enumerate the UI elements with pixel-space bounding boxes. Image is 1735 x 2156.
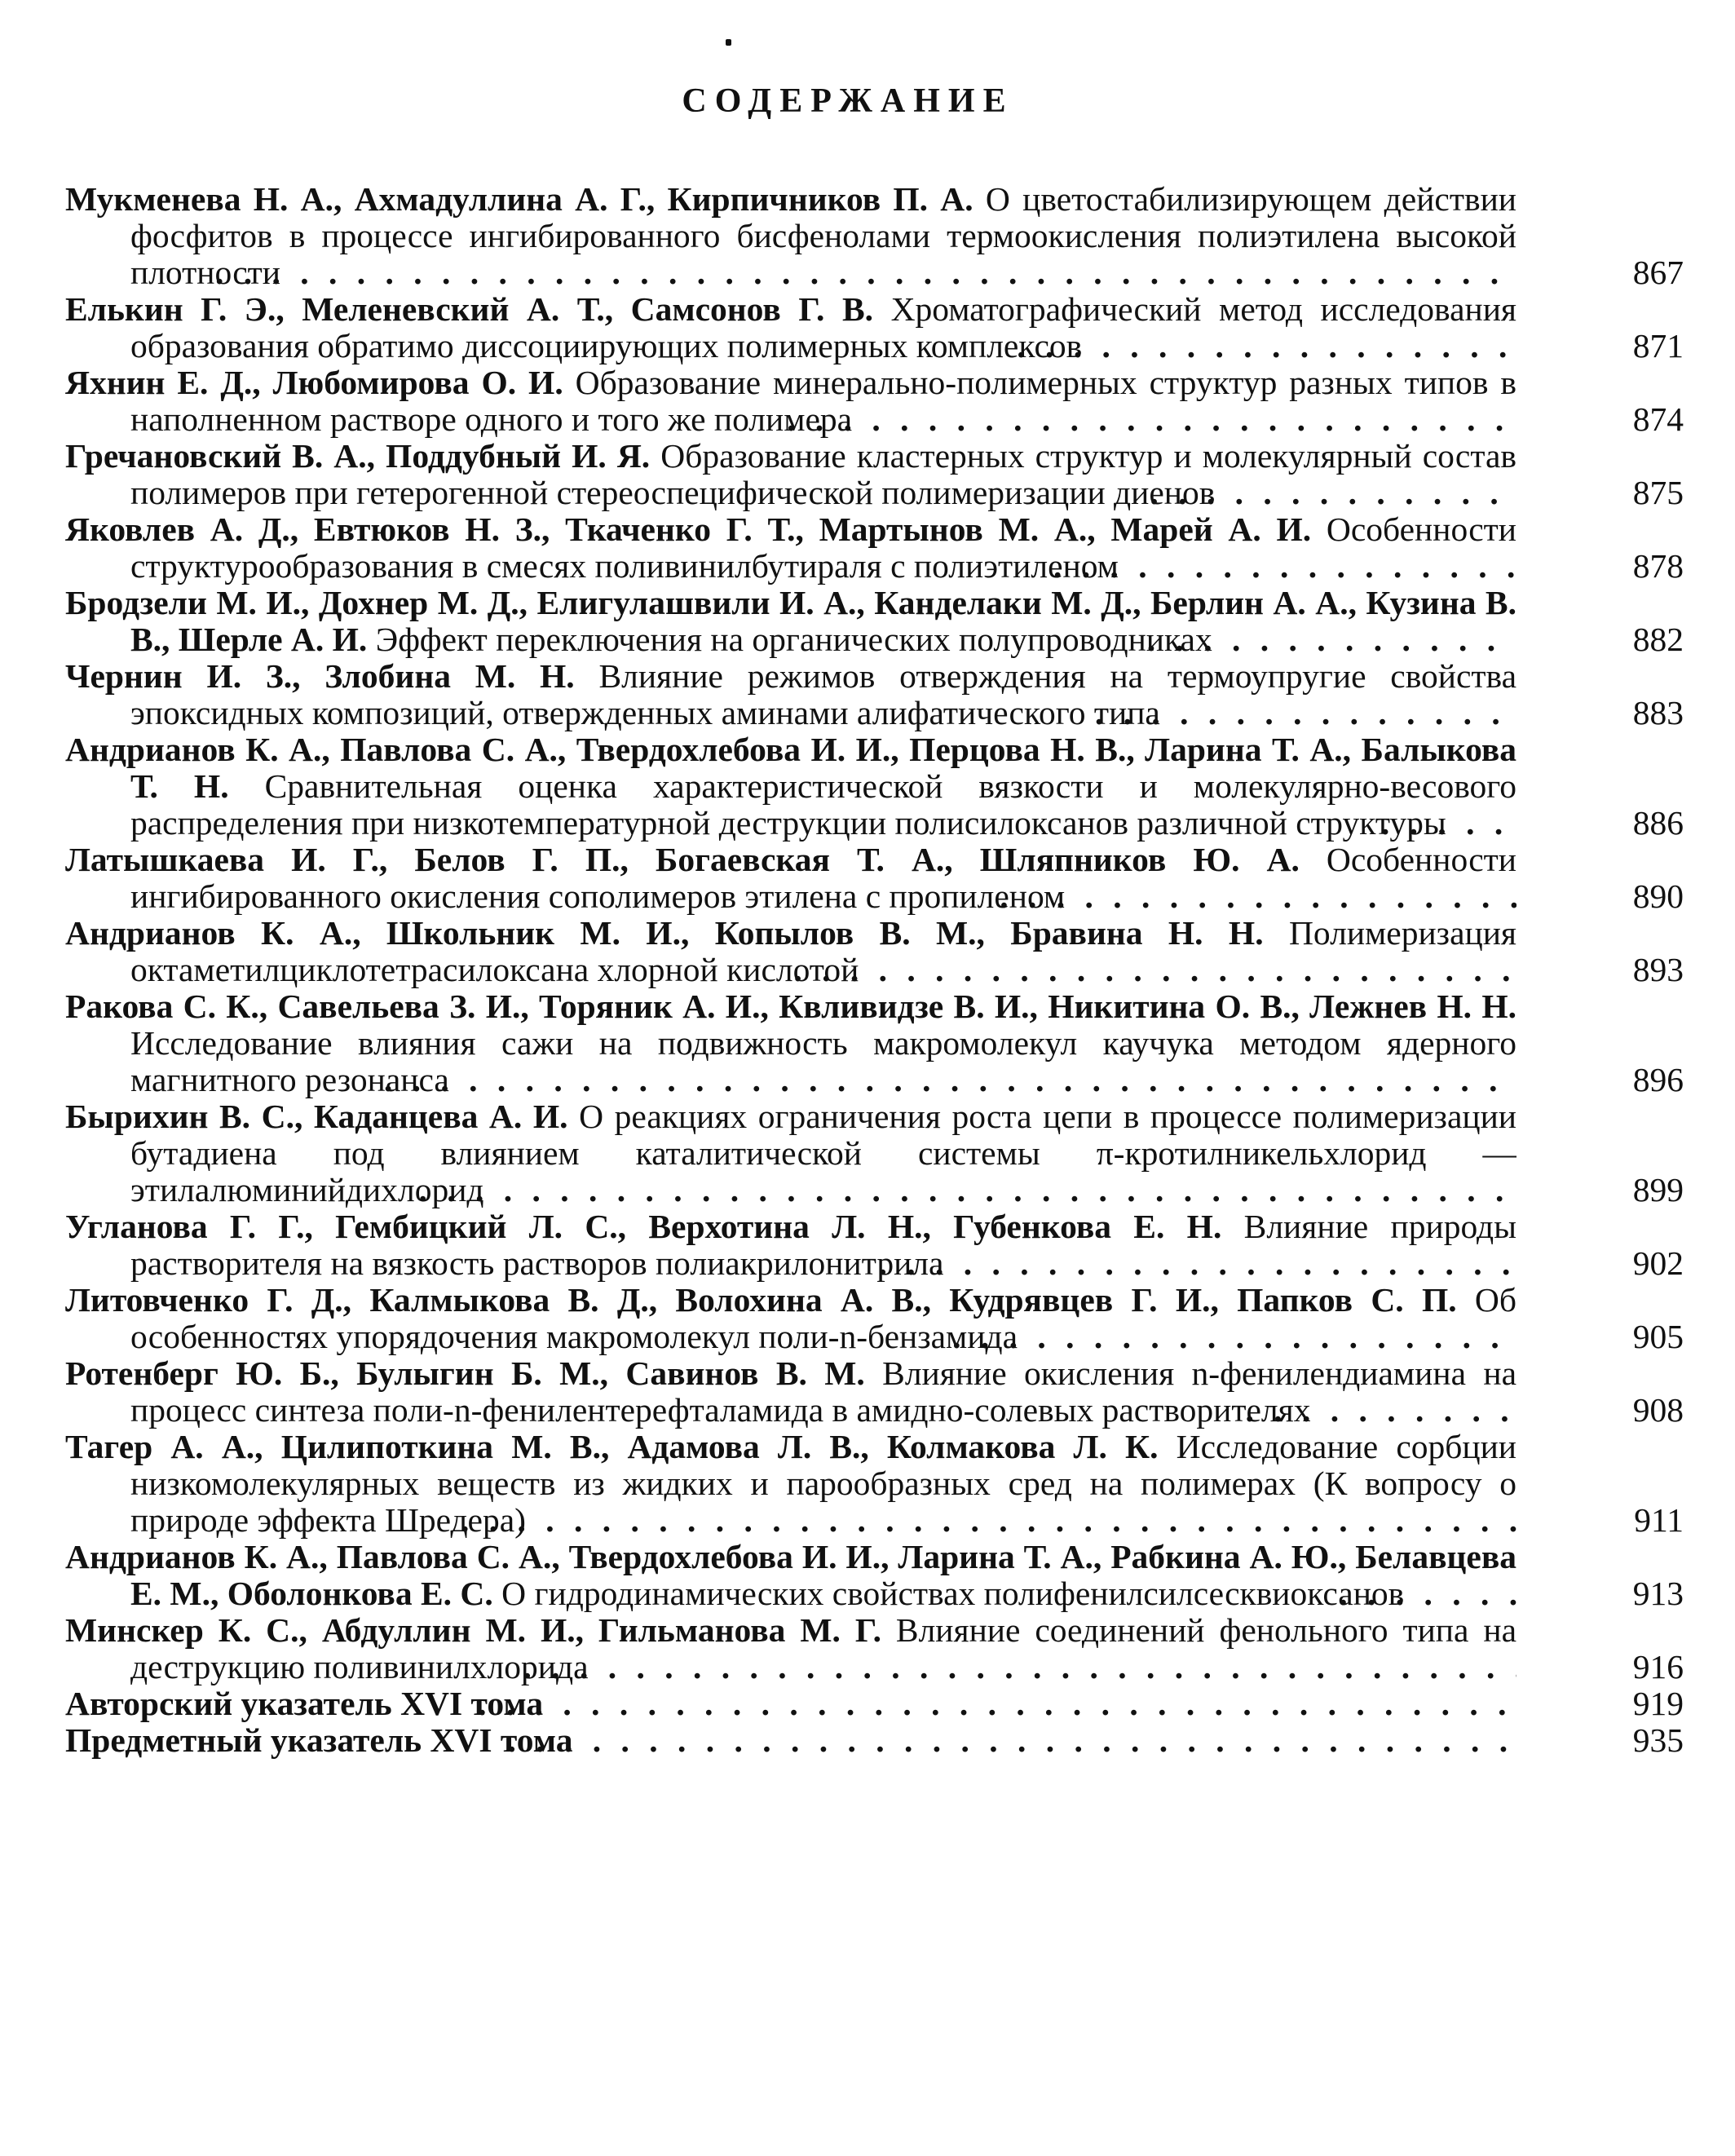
toc-entry (65, 842, 1684, 915)
toc-entry-text (65, 1685, 1516, 1722)
toc-entry-authors: Бродзели М. И., Дохнер М. Д., Елигулашвили И. А., Канделаки М. Д., Берлин А. А., Кузина В. В., Шерле А. И. (65, 585, 1516, 658)
table-of-contents (65, 181, 1684, 1759)
toc-entry-authors: Ракова С. К., Савельева З. И., Торяник А. И., Квливидзе В. И., Никитина О. В., Лежнев Н. Н. (65, 988, 1516, 1025)
toc-entry-title: Об особенностях упорядочения макромолекул поли-n-бензамида (130, 1282, 1516, 1355)
toc-entry-page-number: 896 (1632, 1061, 1684, 1098)
toc-entry-authors: Угланова Г. Г., Гембицкий Л. С., Верхотина Л. Н., Губенкова Е. Н. (65, 1208, 1222, 1245)
toc-entry (65, 1429, 1684, 1539)
toc-entry-authors: Елькин Г. Э., Меленевский А. Т., Самсонов Г. В. (65, 291, 874, 328)
toc-entry-text (65, 181, 1516, 291)
toc-entry-page-number: 886 (1632, 804, 1684, 842)
toc-entry-authors: Андрианов К. А., Павлова С. А., Твердохлебова И. И., Ларина Т. А., Рабкина А. Ю., Белавцева Е. М., Оболонкова Е. С. (65, 1539, 1516, 1612)
toc-entry-page-number: 935 (1632, 1721, 1684, 1759)
toc-entry-authors: Гречановский В. А., Поддубный И. Я. (65, 438, 651, 475)
toc-entry (65, 438, 1684, 511)
toc-entry-title: Полимеризация октаметилциклотетрасилоксана хлорной кислотой (130, 915, 1516, 988)
toc-entry-text (65, 1355, 1516, 1429)
toc-entry-text (65, 658, 1516, 731)
toc-entry-authors: Чернин И. З., Злобина М. Н. (65, 658, 575, 695)
toc-entry (65, 1612, 1684, 1685)
toc-entry-text (65, 1282, 1516, 1355)
toc-entry-authors: Тагер А. А., Цилипоткина М. В., Адамова Л. В., Колмакова Л. К. (65, 1429, 1159, 1465)
toc-entry-authors: Андрианов К. А., Павлова С. А., Твердохлебова И. И., Перцова Н. В., Ларина Т. А., Балыкова Т. Н. (65, 731, 1516, 805)
toc-entry-text (65, 438, 1516, 511)
toc-entry-title: Влияние режимов отверждения на термоупругие свойства эпоксидных композиций, отвержденных аминами алифатического типа (130, 658, 1516, 731)
toc-entry (65, 1685, 1684, 1722)
toc-entry-title: Влияние соединений фенольного типа на деструкцию поливинилхлорида (130, 1612, 1516, 1685)
toc-entry-page-number: 890 (1632, 877, 1684, 915)
toc-entry-authors: Предметный указатель XVI тома (65, 1722, 573, 1759)
page-title: СОДЕРЖАНИЕ (682, 82, 1014, 120)
toc-entry-text (65, 731, 1516, 842)
toc-entry-title: Исследование влияния сажи на подвижность макромолекул каучука методом ядерного магнитного резонанса (130, 1024, 1516, 1098)
toc-entry-authors: Яхнин Е. Д., Любомирова О. И. (65, 364, 563, 401)
toc-entry-title: О реакциях ограничения роста цепи в процессе полимеризации бутадиена под влиянием каталитической системы π-кротилникельхлорид — этилалюминийдихлорид (130, 1098, 1516, 1208)
toc-entry-page-number: 902 (1632, 1244, 1684, 1282)
toc-entry (65, 1355, 1684, 1429)
toc-entry-text (65, 842, 1516, 915)
toc-entry (65, 364, 1684, 438)
toc-entry-text (65, 585, 1516, 658)
toc-entry-title: О гидродинамических свойствах полифенилсилсесквиоксанов (501, 1575, 1405, 1612)
toc-entry-page-number: 899 (1632, 1171, 1684, 1208)
toc-entry-text (65, 364, 1516, 438)
toc-entry-authors: Литовченко Г. Д., Калмыкова В. Д., Волохина А. В., Кудрявцев Г. И., Папков С. П. (65, 1282, 1457, 1319)
toc-entry (65, 658, 1684, 731)
toc-entry-title: Образование кластерных структур и молекулярный состав полимеров при гетерогенной стереоспецифической полимеризации диенов (130, 438, 1516, 511)
toc-entry (65, 511, 1684, 585)
toc-entry-text (65, 1722, 1516, 1759)
toc-entry-page-number: 905 (1632, 1318, 1684, 1355)
toc-entry (65, 915, 1684, 988)
toc-entry-page-number: 874 (1632, 400, 1684, 438)
document-page (65, 0, 1696, 2156)
toc-entry (65, 1208, 1684, 1282)
toc-entry-page-number: 867 (1632, 254, 1684, 291)
toc-entry-authors: Яковлев А. Д., Евтюков Н. З., Ткаченко Г. Т., Мартынов М. А., Марей А. И. (65, 511, 1312, 548)
toc-entry-title: Особенности ингибированного окисления сополимеров этилена с пропиленом (130, 842, 1516, 915)
toc-entry-title: Сравнительная оценка характеристической вязкости и молекулярно-весового распределения при низкотемпературной деструкции полисилоксанов различной структуры (130, 767, 1516, 842)
toc-entry-text (65, 1098, 1516, 1208)
toc-entry-title: Образование минерально-полимерных структур разных типов в наполненном растворе одного и того же полимера (130, 364, 1516, 438)
toc-entry-title: Особенности структурообразования в смесях поливинилбутираля с полиэтиленом (130, 511, 1516, 585)
toc-entry-text (65, 915, 1516, 988)
toc-entry-title: Хроматографический метод исследования образования обратимо диссоциирующих полимерных комплексов (130, 291, 1516, 364)
toc-entry-title: Влияние природы растворителя на вязкость растворов полиакрилонитрила (130, 1208, 1516, 1282)
toc-entry (65, 1539, 1684, 1612)
toc-entry-text (65, 1429, 1516, 1539)
toc-entry-page-number: 919 (1632, 1685, 1684, 1722)
toc-entry-authors: Авторский указатель XVI тома (65, 1685, 544, 1722)
toc-entry-page-number: 916 (1632, 1648, 1684, 1685)
toc-entry-page-number: 908 (1632, 1391, 1684, 1429)
toc-entry-authors: Минскер К. С., Абдуллин М. И., Гильманова М. Г. (65, 1612, 881, 1649)
print-mark (726, 39, 731, 46)
toc-entry-title: Исследование сорбции низкомолекулярных веществ из жидких и парообразных сред на полимерах (К вопросу о природе эффекта Шредера) (130, 1429, 1516, 1539)
toc-entry-authors: Бырихин В. С., Каданцева А. И. (65, 1098, 568, 1135)
toc-entry (65, 585, 1684, 658)
toc-entry-authors: Ротенберг Ю. Б., Булыгин Б. М., Савинов В. М. (65, 1355, 865, 1392)
toc-entry-title: Влияние окисления n-фенилендиамина на процесс синтеза поли-n-фенилентерефталамида в амидно-солевых растворителях (130, 1355, 1516, 1429)
toc-entry (65, 291, 1684, 364)
toc-entry-text (65, 1612, 1516, 1685)
toc-entry (65, 1098, 1684, 1208)
toc-entry-page-number: 882 (1632, 621, 1684, 658)
toc-entry (65, 1722, 1684, 1759)
toc-entry-page-number: 878 (1632, 547, 1684, 585)
toc-entry-title: Эффект переключения на органических полупроводниках (375, 621, 1212, 658)
toc-entry-authors: Латышкаева И. Г., Белов Г. П., Богаевская Т. А., Шляпников Ю. А. (65, 842, 1300, 878)
toc-entry (65, 731, 1684, 842)
toc-entry-page-number: 911 (1634, 1501, 1684, 1539)
toc-entry-page-number: 871 (1632, 327, 1684, 364)
toc-entry-text (65, 511, 1516, 585)
toc-entry (65, 181, 1684, 291)
toc-entry (65, 1282, 1684, 1355)
toc-entry (65, 988, 1684, 1098)
toc-entry-page-number: 883 (1632, 694, 1684, 731)
toc-entry-text (65, 1539, 1516, 1612)
toc-entry-text (65, 291, 1516, 364)
toc-entry-page-number: 913 (1632, 1575, 1684, 1612)
toc-entry-text (65, 988, 1516, 1098)
toc-entry-authors: Андрианов К. А., Школьник М. И., Копылов В. М., Бравина Н. Н. (65, 915, 1264, 952)
toc-entry-text (65, 1208, 1516, 1282)
toc-entry-authors: Мукменева Н. А., Ахмадуллина А. Г., Кирпичников П. А. (65, 181, 973, 218)
toc-entry-page-number: 875 (1632, 474, 1684, 511)
toc-entry-title: О цветостабилизирующем действии фосфитов в процессе ингибированного бисфенолами термоокисления полиэтилена высокой плотности (130, 181, 1516, 291)
toc-entry-page-number: 893 (1632, 951, 1684, 988)
